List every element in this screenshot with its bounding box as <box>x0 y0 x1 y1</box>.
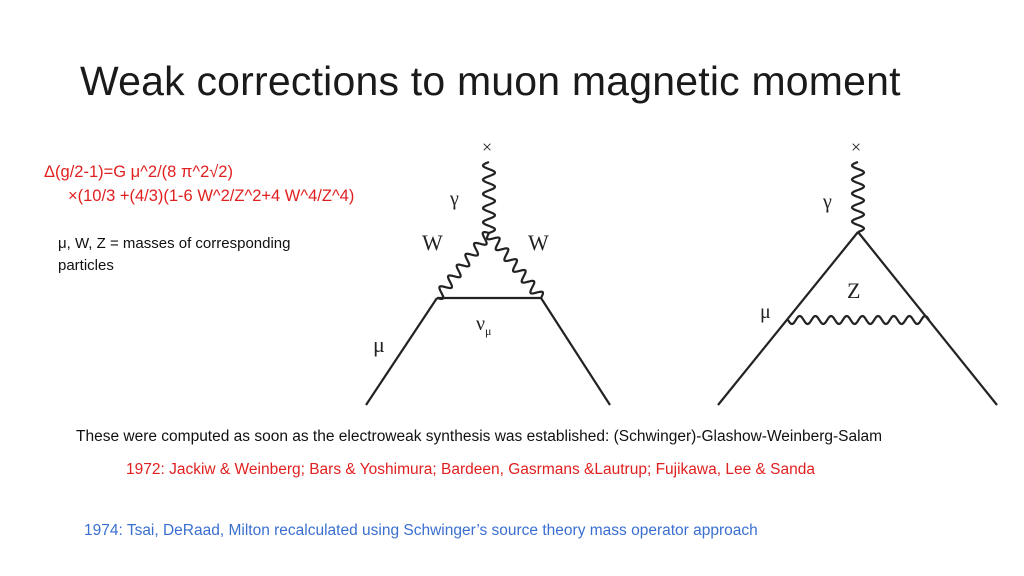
z-boson-line <box>788 316 929 324</box>
neutrino-label: $\nu_\mu$ <box>476 313 492 338</box>
history-1974: 1974: Tsai, DeRaad, Milton recalculated using Schwinger’s source theory mass operator approach <box>84 522 758 539</box>
w-left-label: W <box>422 230 443 255</box>
right-photon-line <box>852 162 864 232</box>
diagram-w-loop <box>366 137 610 405</box>
diagram-z-exchange <box>718 137 997 405</box>
muon-right-incoming <box>718 232 861 405</box>
history-1972: 1972: Jackiw & Weinberg; Bars & Yoshimura; Bardeen, Gasrmans &Lautrup; Fujikawa, Lee & Sanda <box>126 461 815 478</box>
electroweak-statement: These were computed as soon as the electroweak synthesis was established: (Schwinger)-Glashow-Weinberg-Salam <box>76 428 883 445</box>
left-photon-line <box>483 162 495 233</box>
left-photon-label: γ <box>450 188 459 210</box>
right-muon-label: μ <box>760 301 771 323</box>
w-boson-left-line <box>437 232 489 299</box>
w-right-label: W <box>528 230 549 255</box>
left-muon-label: μ <box>373 332 385 357</box>
mass-note: μ, W, Z = masses of corresponding particles <box>58 235 291 274</box>
slide-title: Weak corrections to muon magnetic moment <box>80 58 901 104</box>
right-vertex-mark: × <box>851 137 862 157</box>
formula-line-1: Δ(g/2-1)=G μ^2/(8 π^2√2) <box>44 163 233 181</box>
left-vertex-mark: × <box>482 137 493 157</box>
formula-line-2: ×(10/3 +(4/3)(1-6 W^2/Z^2+4 W^4/Z^4) <box>68 187 355 205</box>
muon-left-outgoing <box>541 298 610 405</box>
z-label: Z <box>847 278 861 303</box>
right-photon-label: γ <box>823 191 832 213</box>
